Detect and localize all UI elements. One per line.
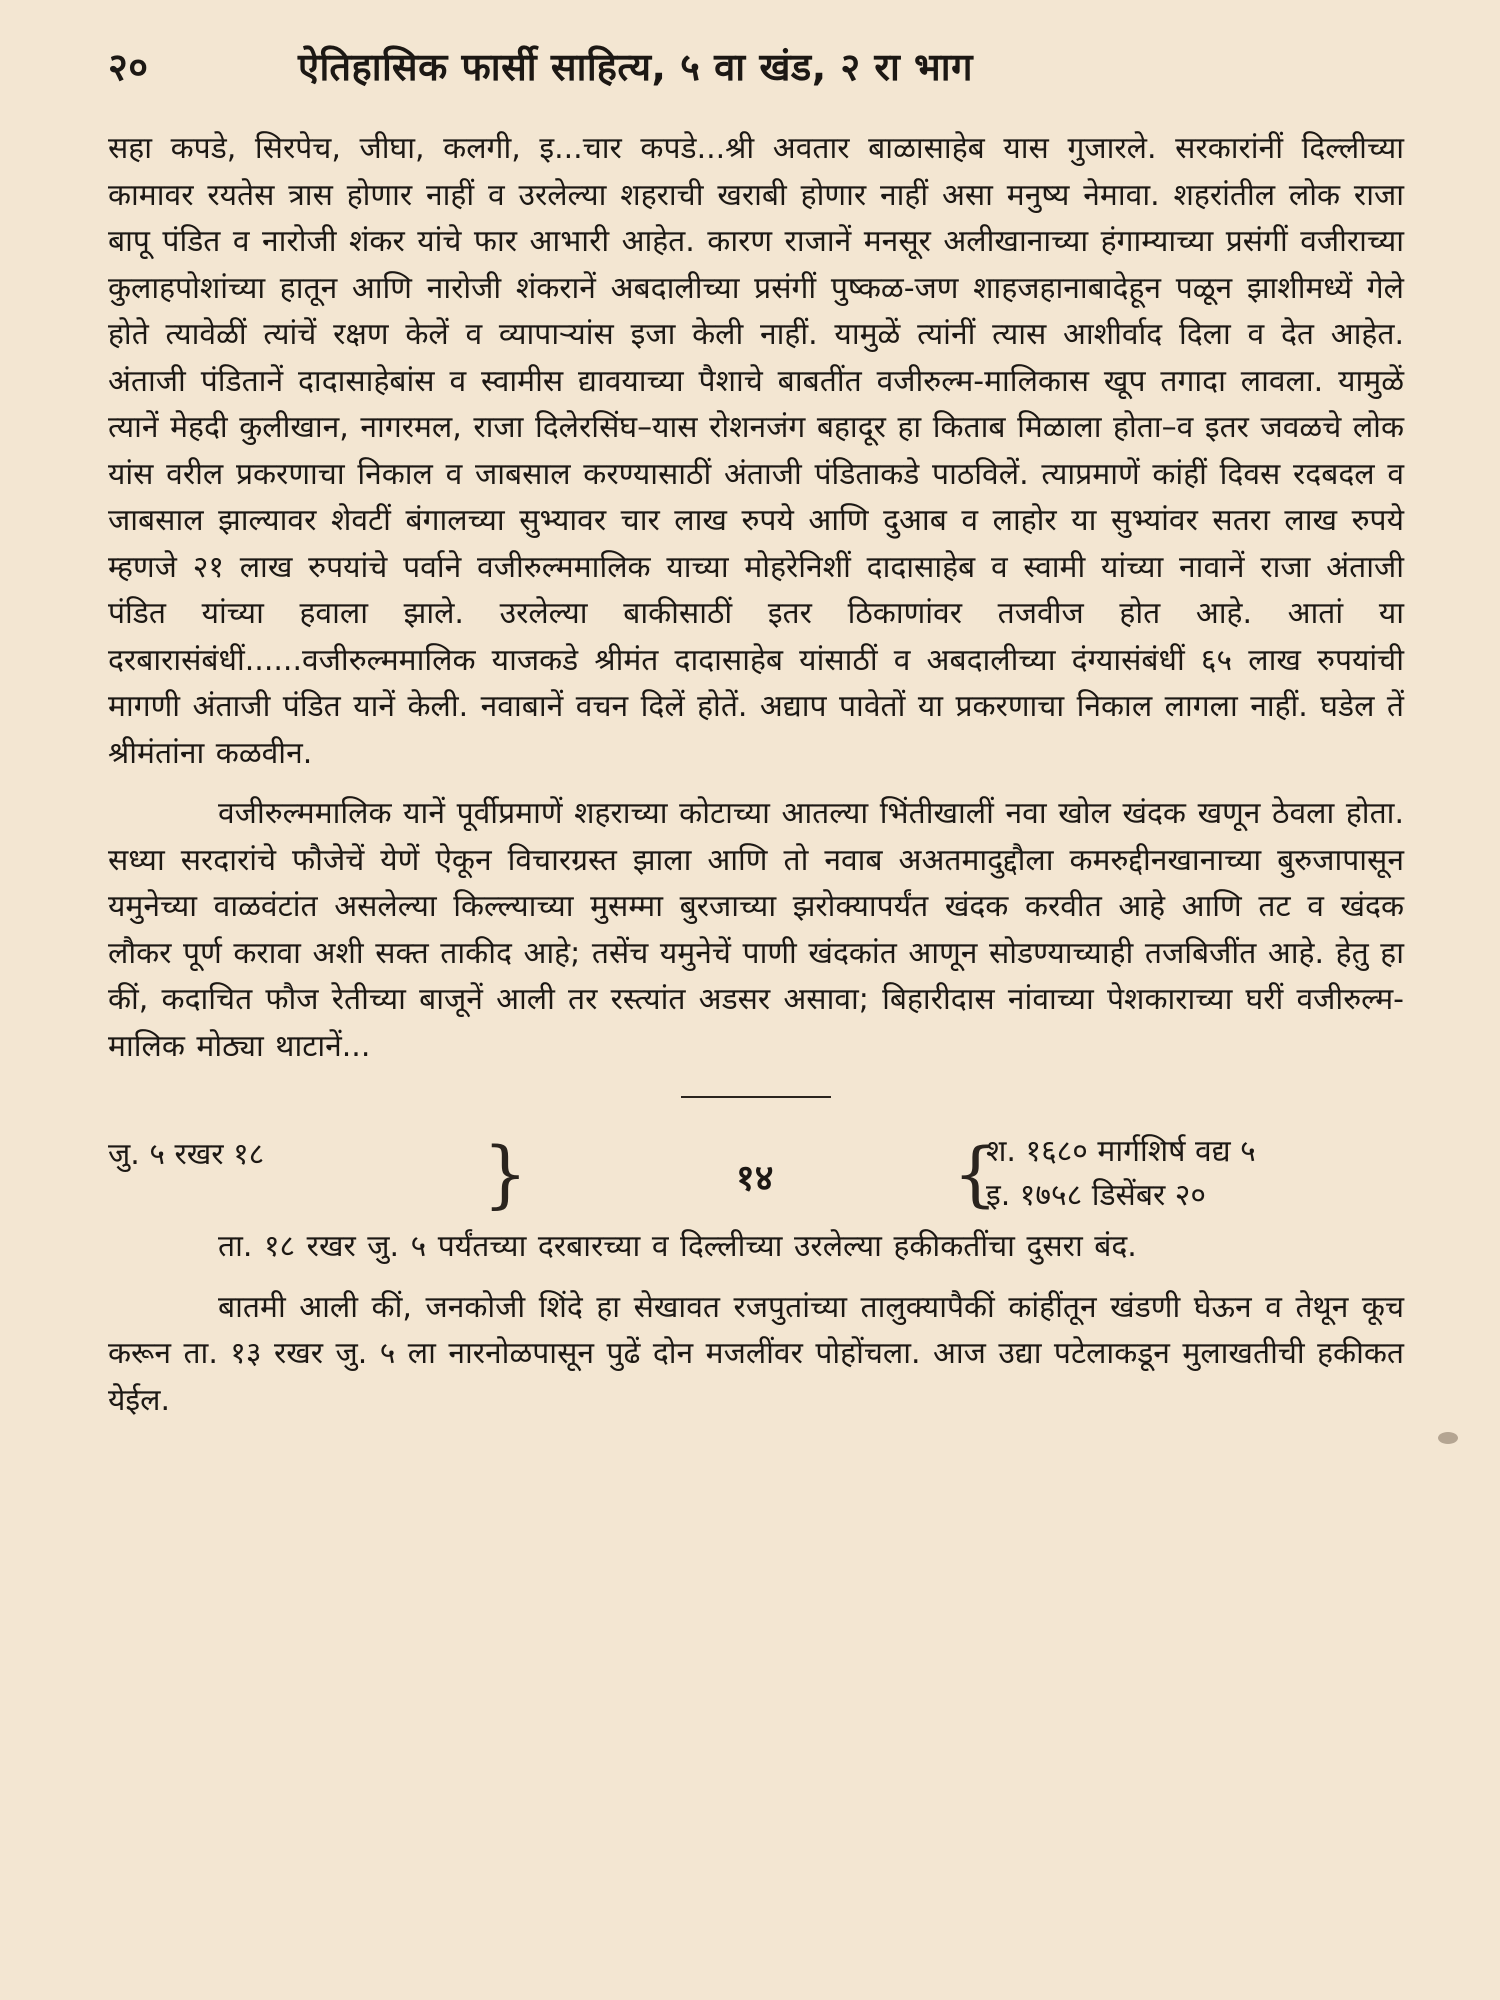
- brace-right-glyph: }: [483, 1130, 528, 1218]
- section-divider: [681, 1096, 831, 1098]
- letter-body-paragraph: बातमी आली कीं, जनकोजी शिंदे हा सेखावत रजपुतांच्या तालुक्यापैकीं कांहींतून खंडणी घेऊन व तेथून कूच करून ता. १३ रखर जु. ५ ला नारनोळपासून पुढें दोन मजलींवर पोहोंचला. आज उद्या पटेलाकडून मुलाखतीची हकीकत येईल.: [108, 1289, 1404, 1418]
- letter-summary: ता. १८ रखर जु. ५ पर्यंतच्या दरबारच्या व दिल्लीच्या उरलेल्या हकीकतींचा दुसरा बंद.: [218, 1229, 1137, 1264]
- letter-date-ad: इ. १७५८ डिसेंबर २०: [986, 1178, 1206, 1213]
- page-number: २०: [108, 45, 149, 89]
- letter-date-hijri: जु. ५ रखर १८: [108, 1137, 265, 1172]
- body-paragraph-2: वजीरुल्ममालिक यानें पूर्वीप्रमाणें शहराच्या कोटाच्या आतल्या भिंतीखालीं नवा खोल खंदक खणून ठेवला होता. सध्या सरदारांचे फौजेचें येणें ऐकून विचारग्रस्त झाला आणि तो नवाब अअतमादुद्दौला कमरुद्दीनखानाच्या बुरुजापासून यमुनेच्या वाळवंटांत असलेल्या किल्ल्याच्या मुसम्मा बुरजाच्या झरोक्यापर्यंत खंदक करवीत आहे आणि तट व खंदक लौकर पूर्ण करावा अशी सक्त ताकीद आहे; तसेंच यमुनेचें पाणी खंदकांत आणून सोडण्याच्याही तजबिजींत आहे. हेतु हा कीं, कदाचित फौज रेतीच्या बाजूनें आली तर रस्त्यांत अडसर असावा; बिहारीदास नांवाच्या पेशकाराच्या घरीं वजीरुल्म-मालिक मोठ्या थाटानें...: [108, 796, 1404, 1064]
- running-title: ऐतिहासिक फार्सी साहित्य, ५ वा खंड, २ रा भाग: [298, 45, 973, 89]
- page-header: [108, 40, 1404, 92]
- brace-left-glyph: {: [953, 1133, 998, 1215]
- letter-dates: [986, 1130, 1256, 1218]
- ink-smudge: [1438, 1432, 1458, 1444]
- letter-heading: [108, 1124, 1404, 1224]
- body-paragraph-1: सहा कपडे, सिरपेच, जीघा, कलगी, इ...चार कपडे...श्री अवतार बाळासाहेब यास गुजारले. सरकारांनीं दिल्लीच्या कामावर रयतेस त्रास होणार नाहीं व उरलेल्या शहराची खराबी होणार नाहीं असा मनुष्य नेमावा. शहरांतील लोक राजा बापू पंडित व नारोजी शंकर यांचे फार आभारी आहेत. कारण राजानें मनसूर अलीखानाच्या हंगाम्याच्या प्रसंगीं वजीराच्या कुलाहपोशांच्या हातून आणि नारोजी शंकरानें अबदालीच्या प्रसंगीं पुष्कळ-जण शाहजहानाबादेहून पळून झाशीमध्यें गेले होते त्यावेळीं त्यांचें रक्षण केलें व व्यापाऱ्यांस इजा केली नाहीं. यामुळें त्यांनीं त्यास आशीर्वाद दिला व देत आहेत. अंताजी पंडितानें दादासाहेबांस व स्वामीस द्यावयाच्या पैशाचे बाबतींत वजीरुल्म-मालिकास खूप तगादा लावला. यामुळें त्यानें मेहदी कुलीखान, नागरमल, राजा दिलेरसिंघ–यास रोशनजंग बहादूर हा किताब मिळाला होता–व इतर जवळचे लोक यांस वरील प्रकरणाचा निकाल व जाबसाल करण्यासाठीं अंताजी पंडिताकडे पाठविलें. त्याप्रमाणें कांहीं दिवस रदबदल व जाबसाल झाल्यावर शेवटीं बंगालच्या सुभ्यावर चार लाख रुपये आणि दुआब व लाहोर या सुभ्यांवर सतरा लाख रुपये म्हणजे २१ लाख रुपयांचे पर्वाने वजीरुल्ममालिक याच्या मोहरेनिशीं दादासाहेब व स्वामी यांच्या नावानें राजा अंताजी पंडित यांच्या हवाला झाले. उरलेल्या बाकीसाठीं इतर ठिकाणांवर तजवीज होत आहे. आतां या दरबारासंबंधीं......वजीरुल्ममालिक याजकडे श्रीमंत दादासाहेब यांसाठीं व अबदालीच्या दंग्यासंबंधीं ६५ लाख रुपयांची मागणी अंताजी पंडित यानें केली. नवाबानें वचन दिलें होतें. अद्याप पावेतों या प्रकरणाचा निकाल लागला नाहीं. घडेल तें श्रीमंतांना कळवीन.: [108, 131, 1404, 771]
- letter-date-shaka: श. १६८० मार्गशिर्ष वद्य ५: [986, 1134, 1256, 1169]
- letter-number: १४: [736, 1158, 774, 1199]
